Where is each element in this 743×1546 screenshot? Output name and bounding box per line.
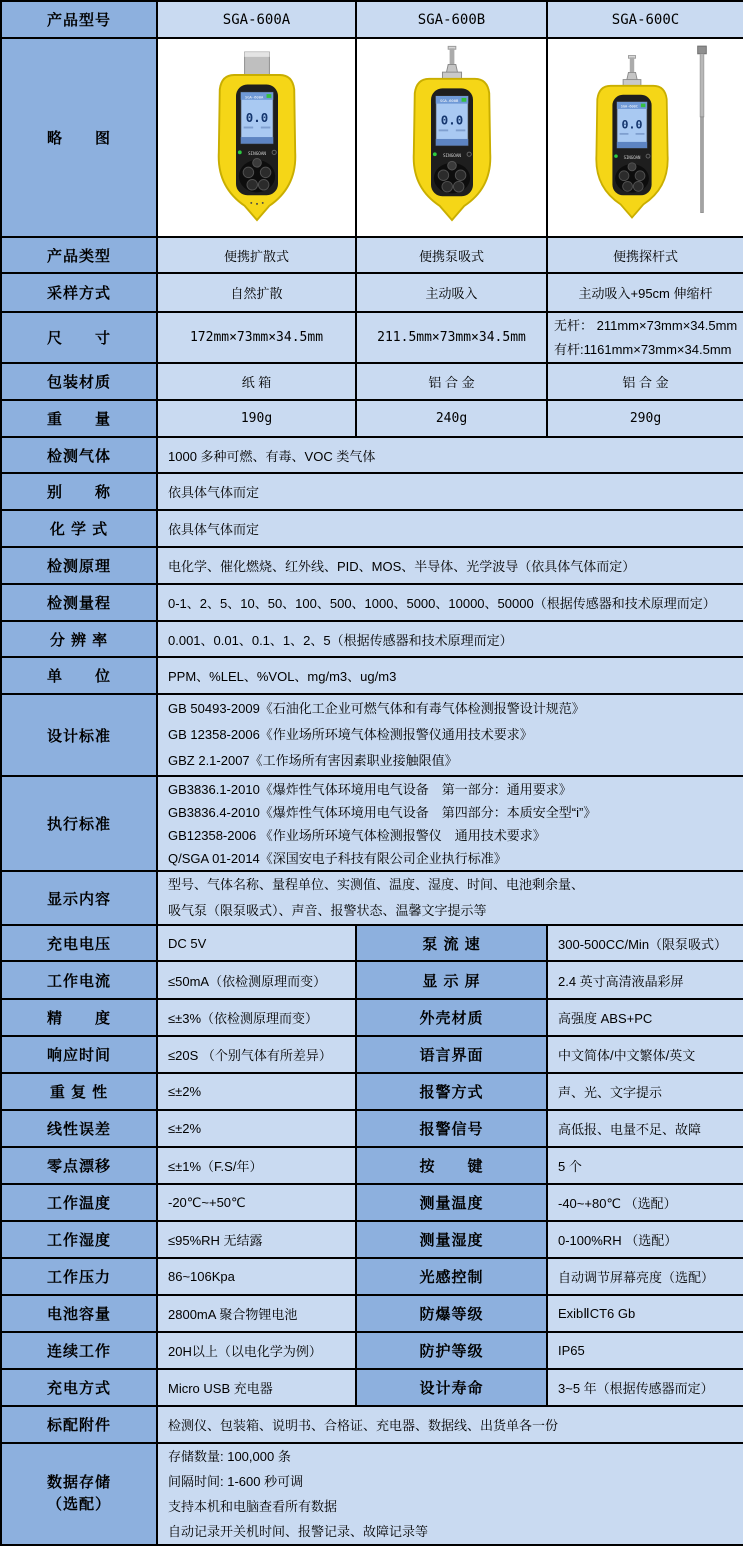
table-row	[1, 1332, 743, 1369]
table-row	[1, 1258, 743, 1295]
label-packaging-material: 包装材质	[1, 363, 157, 400]
label-working-humidity: 工作湿度	[1, 1221, 157, 1258]
product-type-a: 便携扩散式	[157, 237, 356, 273]
table-row	[1, 473, 743, 510]
device-illustration-sga600b-icon	[389, 44, 515, 232]
table-row	[1, 1406, 743, 1443]
label-design-life: 设计寿命	[356, 1369, 547, 1406]
svg-text:SGA-600B: SGA-600B	[439, 97, 458, 103]
shell-material-value: 高强度 ABS+PC	[547, 999, 743, 1036]
table-row	[1, 510, 743, 547]
label-alias: 别 称	[1, 473, 157, 510]
device-illustration-sga600c-icon	[579, 44, 713, 232]
table-row	[1, 400, 743, 437]
response-time-value: ≤20S （个别气体有所差异）	[157, 1036, 356, 1073]
label-repeatability: 重 复 性	[1, 1073, 157, 1110]
label-sketch: 略 图	[1, 38, 157, 237]
working-humidity-value: ≤95%RH 无结露	[157, 1221, 356, 1258]
label-alarm-mode: 报警方式	[356, 1073, 547, 1110]
alias-value: 依具体气体而定	[157, 473, 743, 510]
sampling-a: 自然扩散	[157, 273, 356, 312]
svg-text:SGA-600A: SGA-600A	[244, 93, 263, 99]
telescopic-rod-icon	[697, 46, 706, 213]
device-illustration-sga600a-icon	[194, 44, 320, 232]
table-row	[1, 657, 743, 694]
standard-accessories-value: 检测仪、包装箱、说明书、合格证、充电器、数据线、出货单各一份	[157, 1406, 743, 1443]
led-icon	[614, 154, 618, 158]
table-row	[1, 621, 743, 657]
table-row	[1, 1443, 743, 1545]
table-row	[1, 312, 743, 363]
svg-text:0.0: 0.0	[245, 109, 268, 125]
chemical-formula-value: 依具体气体而定	[157, 510, 743, 547]
charging-voltage-value: DC 5V	[157, 925, 356, 961]
light-sensing-control-value: 自动调节屏幕亮度（选配）	[547, 1258, 743, 1295]
display-content-value: 型号、气体名称、量程单位、实测值、温度、湿度、时间、电池剩余量、 吸气泵（限泵吸式）、声音、报警状态、温馨文字提示等	[157, 871, 743, 925]
label-executive-standards: 执行标准	[1, 776, 157, 871]
label-continuous-working: 连续工作	[1, 1332, 157, 1369]
sampling-c: 主动吸入+95cm 伸缩杆	[547, 273, 743, 312]
alarm-mode-value: 声、光、文字提示	[547, 1073, 743, 1110]
table-row	[1, 1073, 743, 1110]
data-storage-value: 存储数量: 100,000 条 间隔时间: 1-600 秒可调 支持本机和电脑查看所有数据 自动记录开关机时间、报警记录、故障记录等	[157, 1443, 743, 1545]
battery-icon	[266, 94, 271, 98]
unit-value: PPM、%LEL、%VOL、mg/m3、ug/m3	[157, 657, 743, 694]
table-row	[1, 1184, 743, 1221]
label-linearity-error: 线性误差	[1, 1110, 157, 1147]
label-zero-drift: 零点漂移	[1, 1147, 157, 1184]
svg-text:SINGOAN: SINGOAN	[247, 151, 266, 157]
language-interface-value: 中文简体/中文繁体/英文	[547, 1036, 743, 1073]
detection-range-value: 0-1、2、5、10、50、100、500、1000、5000、10000、50000（根据传感器和技术原理而定）	[157, 584, 743, 621]
dimensions-b: 211.5mm×73mm×34.5mm	[356, 312, 547, 363]
label-measuring-humidity: 测量湿度	[356, 1221, 547, 1258]
working-current-value: ≤50mA（依检测原理而变）	[157, 961, 356, 999]
label-product-type: 产品类型	[1, 237, 157, 273]
model-a-cell: SGA-600A	[157, 1, 356, 38]
label-weight: 重 量	[1, 400, 157, 437]
zero-drift-value: ≤±1%（F.S/年）	[157, 1147, 356, 1184]
label-product-model: 产品型号	[1, 1, 157, 38]
label-language-interface: 语言界面	[356, 1036, 547, 1073]
explosion-proof-rating-value: ExibⅡCT6 Gb	[547, 1295, 743, 1332]
dimensions-c: 无杆： 211mm×73mm×34.5mm 有杆:1161mm×73mm×34.5mm	[547, 312, 743, 363]
charging-method-value: Micro USB 充电器	[157, 1369, 356, 1406]
linearity-error-value: ≤±2%	[157, 1110, 356, 1147]
label-pump-flow: 泵 流 速	[356, 925, 547, 961]
table-row	[1, 1, 743, 38]
weight-a: 190g	[157, 400, 356, 437]
measuring-temperature-value: -40~+80℃ （选配）	[547, 1184, 743, 1221]
table-row	[1, 925, 743, 961]
table-row	[1, 1221, 743, 1258]
table-row	[1, 38, 743, 237]
led-icon	[432, 152, 436, 156]
protection-rating-value: IP65	[547, 1332, 743, 1369]
label-charging-voltage: 充电电压	[1, 925, 157, 961]
sampling-b: 主动吸入	[356, 273, 547, 312]
label-design-standards: 设计标准	[1, 694, 157, 776]
executive-standards-value: GB3836.1-2010《爆炸性气体环境用电气设备 第一部分：通用要求》 GB3836.4-2010《爆炸性气体环境用电气设备 第四部分：本质安全型“i”》 GB12358-2006 《作业场所环境气体检测报警仪 通用技术要求》 Q/SGA 01-2014《深国安电子科技有限公司企业执行标准》	[157, 776, 743, 871]
table-row	[1, 999, 743, 1036]
device-image-sga600b-cell	[356, 38, 547, 237]
label-working-pressure: 工作压力	[1, 1258, 157, 1295]
label-display-content: 显示内容	[1, 871, 157, 925]
label-shell-material: 外壳材质	[356, 999, 547, 1036]
battery-capacity-value: 2800mA 聚合物锂电池	[157, 1295, 356, 1332]
design-life-value: 3~5 年（根据传感器而定）	[547, 1369, 743, 1406]
battery-icon	[640, 103, 644, 107]
label-dimensions: 尺 寸	[1, 312, 157, 363]
label-charging-method: 充电方式	[1, 1369, 157, 1406]
product-type-c: 便携探杆式	[547, 237, 743, 273]
display-screen-value: 2.4 英寸高清液晶彩屏	[547, 961, 743, 999]
label-detection-principle: 检测原理	[1, 547, 157, 584]
table-row	[1, 1369, 743, 1406]
label-battery-capacity: 电池容量	[1, 1295, 157, 1332]
table-row	[1, 871, 743, 925]
svg-text:SGA-600C: SGA-600C	[620, 104, 638, 109]
svg-text:0.0: 0.0	[440, 112, 463, 128]
label-sampling-method: 采样方式	[1, 273, 157, 312]
packaging-a: 纸 箱	[157, 363, 356, 400]
repeatability-value: ≤±2%	[157, 1073, 356, 1110]
dimensions-a: 172mm×73mm×34.5mm	[157, 312, 356, 363]
table-row	[1, 363, 743, 400]
label-detected-gas: 检测气体	[1, 437, 157, 473]
weight-c: 290g	[547, 400, 743, 437]
detected-gas-value: 1000 多种可燃、有毒、VOC 类气体	[157, 437, 743, 473]
label-accuracy: 精 度	[1, 999, 157, 1036]
label-display-screen: 显 示 屏	[356, 961, 547, 999]
resolution-value: 0.001、0.01、0.1、1、2、5（根据传感器和技术原理而定）	[157, 621, 743, 657]
table-row	[1, 776, 743, 871]
label-working-current: 工作电流	[1, 961, 157, 999]
svg-text:SINGOAN: SINGOAN	[442, 153, 461, 159]
measuring-humidity-value: 0-100%RH （选配）	[547, 1221, 743, 1258]
label-explosion-proof-rating: 防爆等级	[356, 1295, 547, 1332]
label-protection-rating: 防护等级	[356, 1332, 547, 1369]
table-row	[1, 273, 743, 312]
label-data-storage: 数据存储 （选配）	[1, 1443, 157, 1545]
svg-text:0.0: 0.0	[621, 117, 642, 132]
design-standards-value: GB 50493-2009《石油化工企业可燃气体和有毒气体检测报警设计规范》 GB 12358-2006《作业场所环境气体检测报警仪通用技术要求》 GBZ 2.1-2007《工作场所有害因素职业接触限值》	[157, 694, 743, 776]
label-buttons: 按 键	[356, 1147, 547, 1184]
svg-text:SINGOAN: SINGOAN	[623, 154, 640, 160]
table-row	[1, 547, 743, 584]
table-row	[1, 584, 743, 621]
table-row	[1, 1036, 743, 1073]
model-b-cell: SGA-600B	[356, 1, 547, 38]
table-row	[1, 1295, 743, 1332]
table-row	[1, 961, 743, 999]
model-c-cell: SGA-600C	[547, 1, 743, 38]
detection-principle-value: 电化学、催化燃烧、红外线、PID、MOS、半导体、光学波导（依具体气体而定）	[157, 547, 743, 584]
device-image-sga600a-cell	[157, 38, 356, 237]
battery-icon	[461, 97, 466, 101]
label-response-time: 响应时间	[1, 1036, 157, 1073]
table-row	[1, 694, 743, 776]
label-resolution: 分 辨 率	[1, 621, 157, 657]
table-row	[1, 1147, 743, 1184]
label-unit: 单 位	[1, 657, 157, 694]
working-pressure-value: 86~106Kpa	[157, 1258, 356, 1295]
device-image-sga600c-cell	[547, 38, 743, 237]
table-row	[1, 1110, 743, 1147]
working-temperature-value: -20℃~+50℃	[157, 1184, 356, 1221]
table-row	[1, 237, 743, 273]
label-chemical-formula: 化 学 式	[1, 510, 157, 547]
label-working-temperature: 工作温度	[1, 1184, 157, 1221]
label-standard-accessories: 标配附件	[1, 1406, 157, 1443]
label-alarm-signal: 报警信号	[356, 1110, 547, 1147]
pump-flow-value: 300-500CC/Min（限泵吸式）	[547, 925, 743, 961]
label-measuring-temperature: 测量温度	[356, 1184, 547, 1221]
packaging-c: 铝 合 金	[547, 363, 743, 400]
buttons-value: 5 个	[547, 1147, 743, 1184]
packaging-b: 铝 合 金	[356, 363, 547, 400]
weight-b: 240g	[356, 400, 547, 437]
alarm-signal-value: 高低报、电量不足、故障	[547, 1110, 743, 1147]
continuous-working-value: 20H以上（以电化学为例）	[157, 1332, 356, 1369]
led-icon	[237, 150, 241, 154]
label-light-sensing-control: 光感控制	[356, 1258, 547, 1295]
accuracy-value: ≤±3%（依检测原理而变）	[157, 999, 356, 1036]
table-row	[1, 437, 743, 473]
product-type-b: 便携泵吸式	[356, 237, 547, 273]
label-detection-range: 检测量程	[1, 584, 157, 621]
